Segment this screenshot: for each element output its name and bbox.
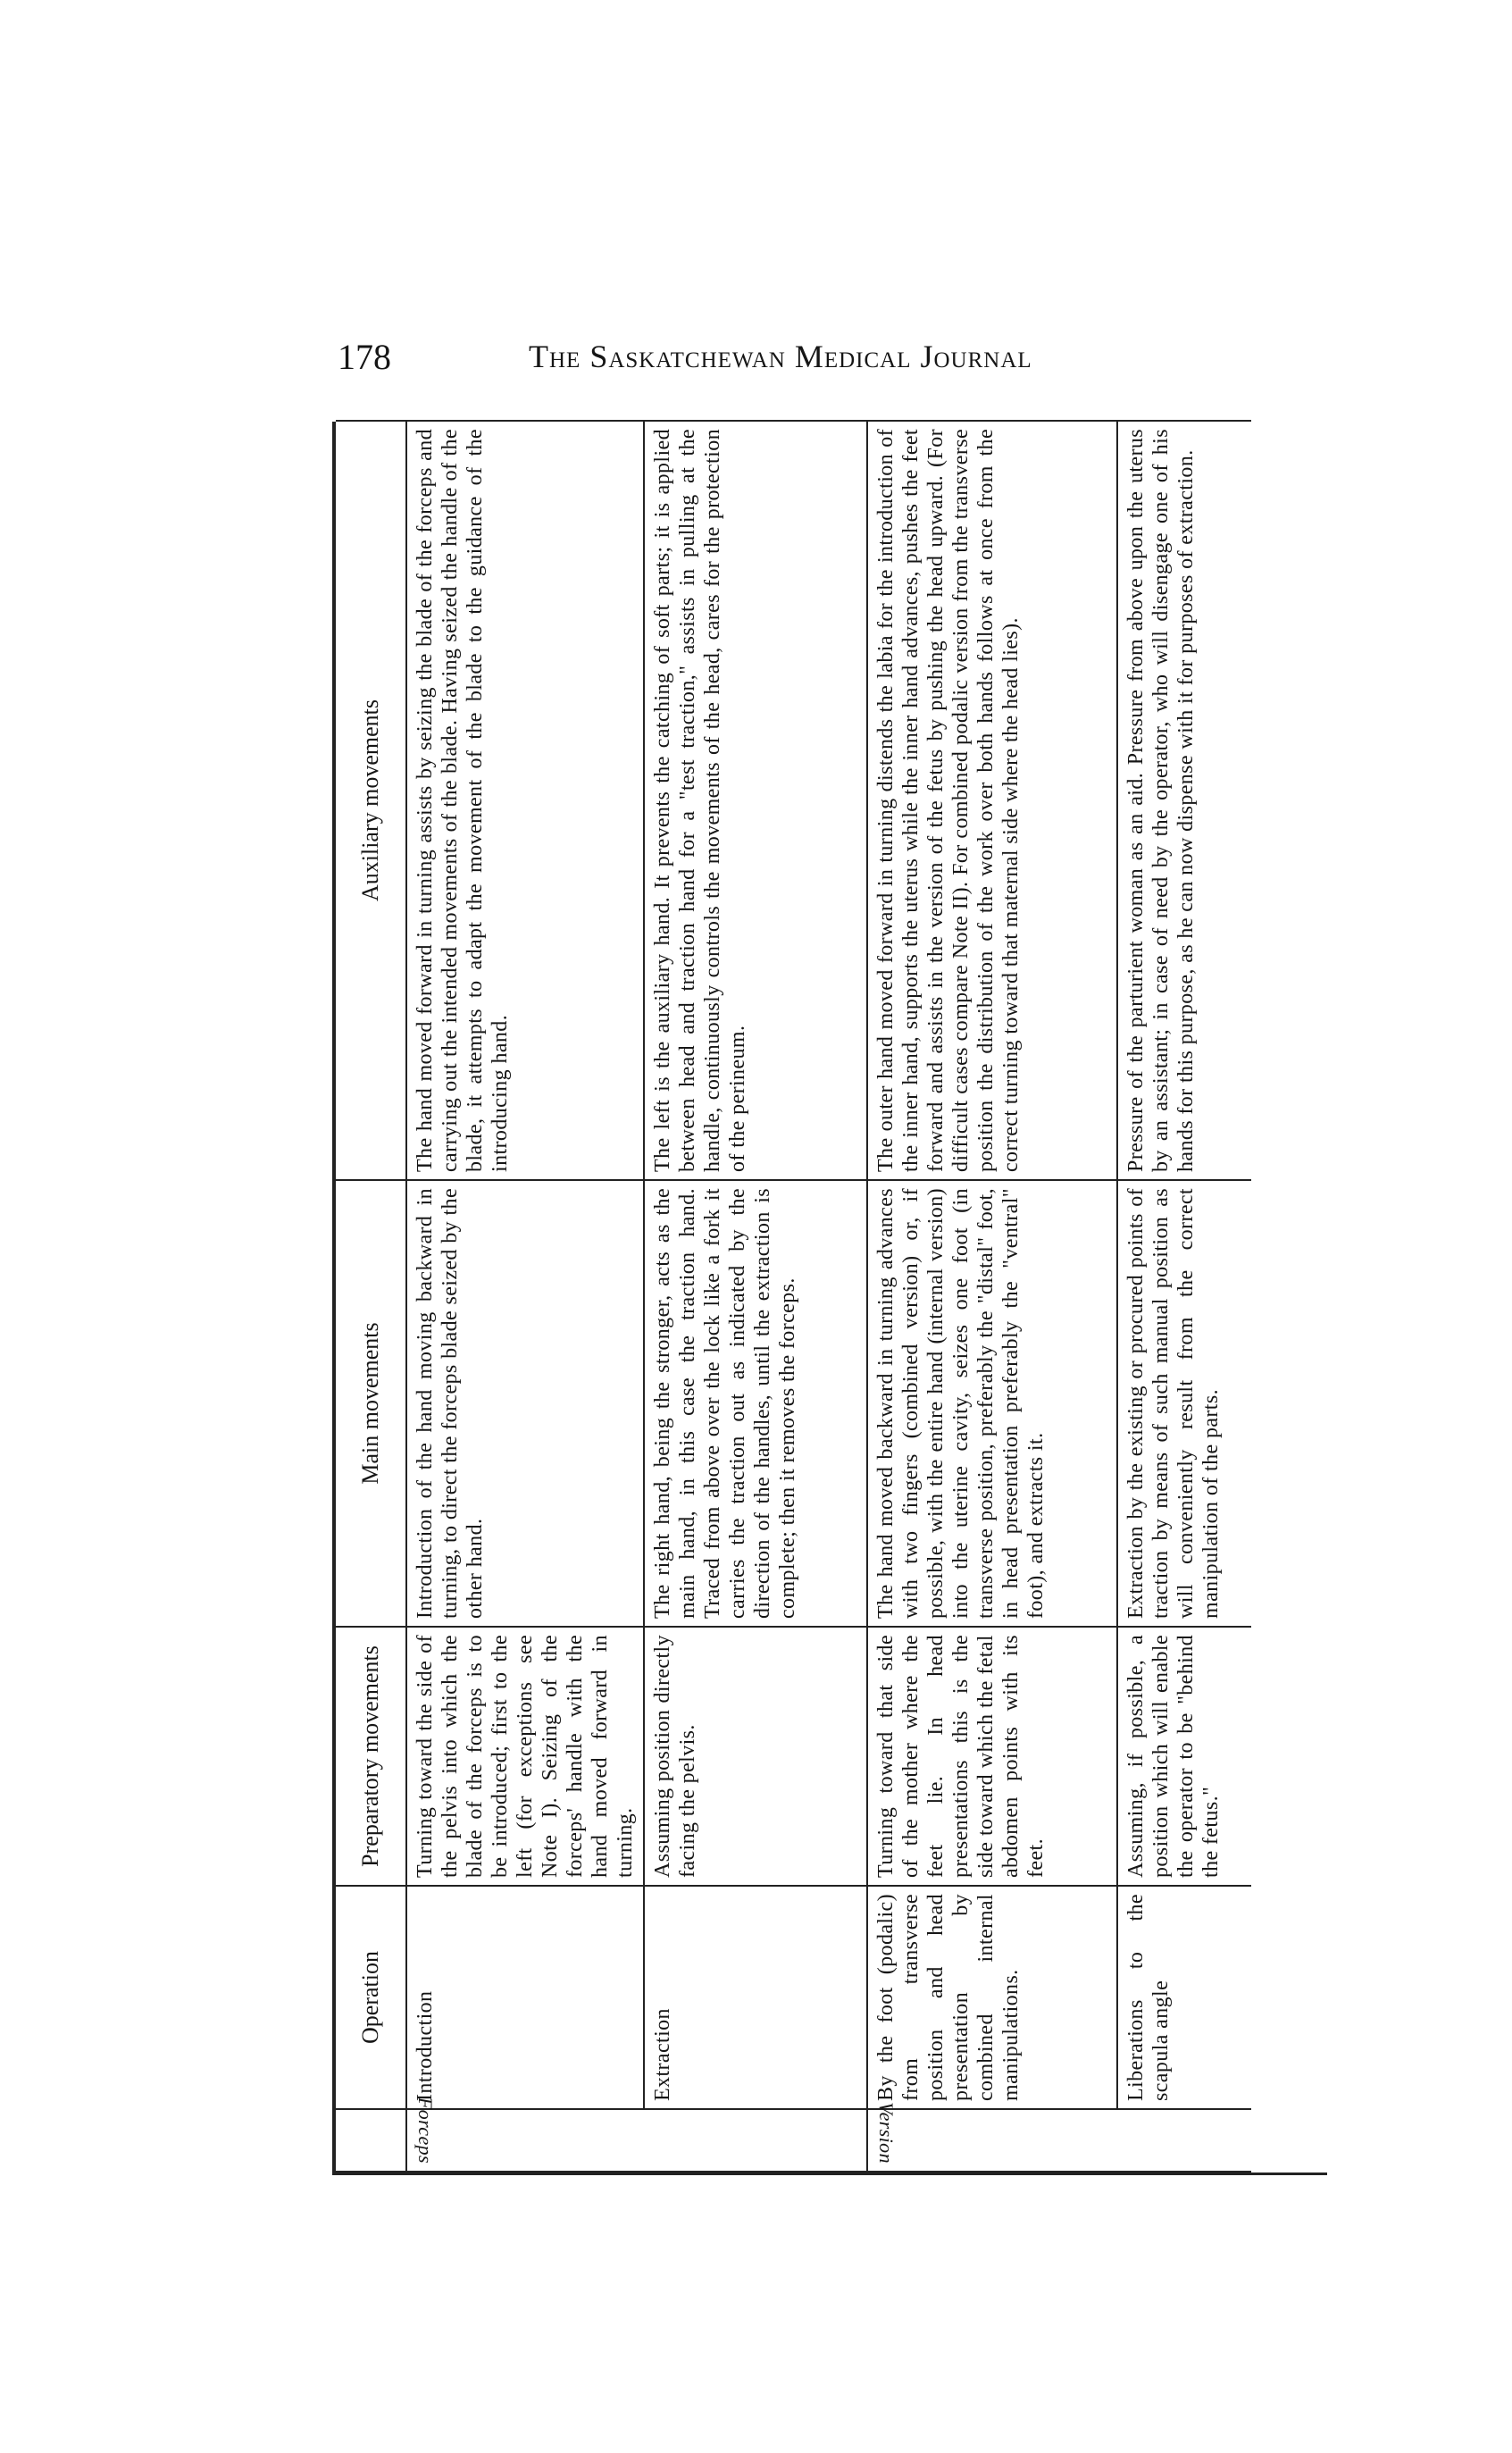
cell-main: Introduction of the hand moving backward in turning, to direct the forceps blade seized by the other hand. [406, 1180, 644, 1627]
cell-auxiliary: The left is the auxiliary hand. It prevents the catching of soft parts; it is applied between head and traction hand for a "test traction," assists in pulling at the handle, continuously controls the movements of the head, cares for the protection of the perineum. [644, 421, 867, 1180]
row-group-label: Forceps [414, 2097, 437, 2164]
running-head [0, 336, 1512, 389]
journal-title: The Saskatchewan Medical Journal [529, 339, 1032, 374]
header-main: Main movements [336, 1180, 406, 1627]
row-group-forceps [406, 2097, 867, 2172]
cell-main: Extraction by the existing or procured points of traction by means of such manual position as will conveniently result from the correct manipulation of the parts. [1117, 1180, 1251, 1627]
cell-operation: Liberations to the scapula angle [1117, 1886, 1251, 2109]
operations-table [336, 420, 1251, 2173]
cell-preparatory: Assuming, if possible, a position which will enable the operator to be "behind the fetus." [1117, 1627, 1251, 1886]
page-number: 178 [338, 337, 391, 377]
table-header-row [336, 421, 406, 2172]
header-auxiliary: Auxiliary movements [336, 421, 406, 1180]
header-operation: Operation [336, 1886, 406, 2109]
cell-main: The hand moved backward in turning advances with two fingers (combined version) or, if possible, with the entire hand (internal version) into the uterine cavity, seizes one foot (in transverse position, preferably the "distal" foot, in head presentation preferably the "ventral" foot), and extracts it. [867, 1180, 1117, 1627]
cell-operation: By the foot (podalic) from transverse position and head presentation by combined internal manipulations. [867, 1886, 1117, 2109]
header-group [336, 2109, 406, 2172]
row-group-label: Version [875, 2102, 898, 2164]
cell-operation: Extraction [644, 1886, 867, 2109]
cell-operation: Introduction [406, 1886, 644, 2109]
row-group-version [867, 2102, 1251, 2172]
table-row [406, 421, 644, 2172]
table-row [1117, 421, 1251, 2172]
cell-auxiliary: The hand moved forward in turning assists by seizing the blade of the forceps and carrying out the intended movements of the blade. Having seized the handle of the blade, it attempts to adapt the movement of the blade to the guidance of the introducing hand. [406, 421, 644, 1180]
cell-auxiliary: Pressure of the parturient woman as an aid. Pressure from above upon the uterus by an assistant; in case of need by the operator, who will disengage one of his hands for this purpose, as he can now dispense with it for purposes of extraction. [1117, 421, 1251, 1180]
table-row [867, 421, 1117, 2172]
cell-preparatory: Turning toward that side of the mother where the feet lie. In head presentations this is the side toward which the fetal abdomen points with its feet. [867, 1627, 1117, 1886]
operations-table-frame [332, 422, 1327, 2175]
rotated-table-wrapper [336, 422, 1327, 2173]
cell-auxiliary: The outer hand moved forward in turning distends the labia for the introduction of the inner hand, supports the uterus while the inner hand advances, pushes the feet forward and assists in the version of the fetus by pushing the head upward. (For difficult cases compare Note II). For combined podalic version from the transverse position the distribution of the work over both hands follows at once from the correct turning toward that maternal side where the head lies). [867, 421, 1117, 1180]
cell-preparatory: Turning toward the side of the pelvis into which the blade of the forceps is to be introduced; first to the left (for exceptions see Note I). Seizing of the forceps' handle with the hand moved forward in turning. [406, 1627, 644, 1886]
table-row [644, 421, 867, 2172]
cell-preparatory: Assuming position directly facing the pelvis. [644, 1627, 867, 1886]
header-preparatory: Preparatory movements [336, 1627, 406, 1886]
cell-main: The right hand, being the stronger, acts as the main hand, in this case the traction hand. Traced from above over the lock like a fork it carries the traction out as indicated by the direction of the handles, until the extraction is complete; then it removes the forceps. [644, 1180, 867, 1627]
